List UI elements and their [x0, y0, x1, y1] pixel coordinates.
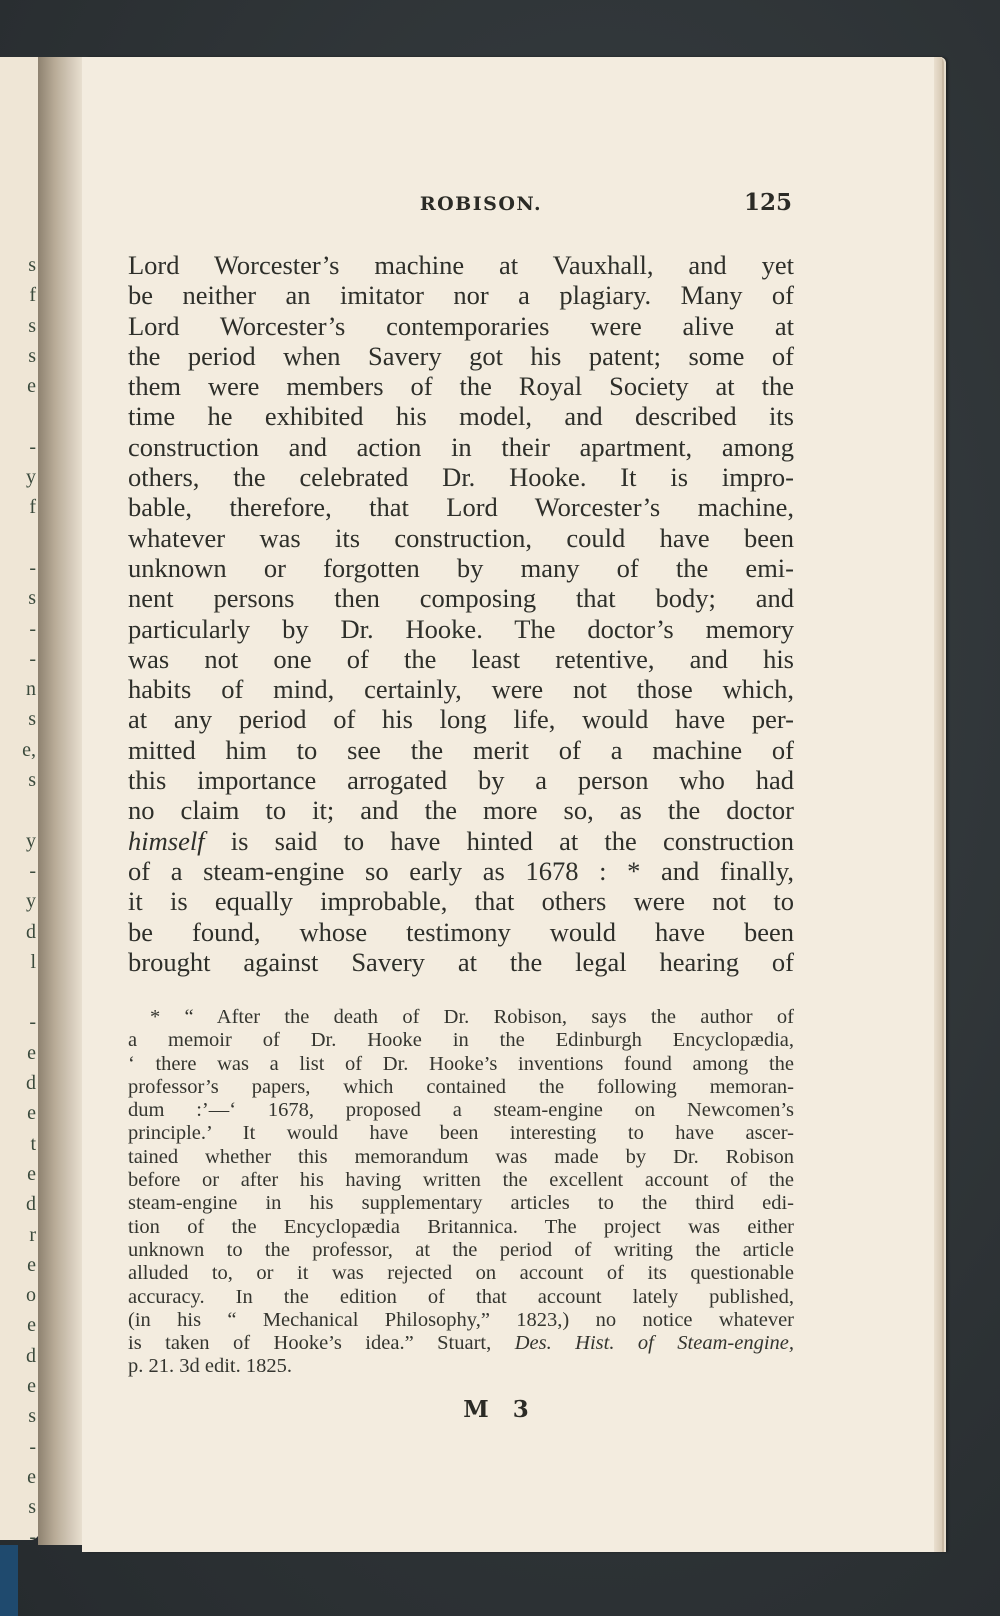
text-line: nent persons then composing that body; and — [128, 583, 794, 614]
margin-char: s — [28, 1405, 36, 1428]
margin-char: s — [28, 1496, 36, 1519]
margin-char: e — [27, 375, 36, 398]
margin-char: - — [29, 1526, 36, 1540]
footnote-line: ‘ there was a list of Dr. Hooke’s inventions found among the — [128, 1052, 794, 1075]
margin-char: s — [28, 254, 36, 276]
margin-char: s — [28, 708, 36, 731]
text-line: whatever was its construction, could have been — [128, 522, 794, 553]
margin-char: e — [27, 1253, 36, 1276]
text-line: construction and action in their apartment, among — [128, 431, 794, 462]
margin-char: e — [27, 1102, 36, 1125]
text-line: Lord Worcester’s machine at Vauxhall, and yet — [128, 250, 794, 280]
margin-char: f — [29, 284, 36, 307]
text-line: mitted him to see the merit of a machine of — [128, 734, 794, 765]
margin-char: s — [28, 344, 36, 367]
footnote-line: tained whether this memorandum was made by Dr. Robison — [128, 1145, 794, 1168]
text-line: this importance arrogated by a person who had — [128, 765, 794, 796]
margin-char: - — [29, 617, 36, 640]
margin-char: t — [30, 1132, 36, 1155]
footnote-line: alluded to, or it was rejected on account of its questionable — [128, 1262, 794, 1285]
page-number: 125 — [743, 189, 792, 216]
text-line-rest: is said to have hinted at the construction — [230, 825, 795, 856]
book-cover-edge — [0, 1545, 18, 1616]
margin-char — [10, 977, 36, 1007]
footnote-citation-line — [128, 1332, 794, 1355]
footnote-line: is taken of Hooke’s idea.” Stuart, — [128, 1332, 492, 1355]
footnote — [128, 1006, 794, 1379]
margin-char: - — [29, 435, 36, 458]
margin-char: - — [29, 1011, 36, 1034]
margin-char: - — [29, 556, 36, 579]
footnote-line: before or after his having written the excellent account of the — [128, 1169, 794, 1192]
margin-char: e — [27, 1314, 36, 1337]
margin-char: n — [26, 678, 36, 701]
margin-char: s — [28, 587, 36, 610]
margin-char: s — [28, 769, 36, 792]
margin-char: y — [26, 466, 36, 489]
footnote-line: (in his “ Mechanical Philosophy,” 1823,) no notice whatever — [128, 1308, 794, 1331]
footnote-line: steam-engine in his supplementary articles to the third edi- — [128, 1192, 794, 1215]
footnote-line: a memoir of Dr. Hooke in the Edinburgh Encyclopædia, — [128, 1029, 794, 1052]
page-fore-edge — [934, 57, 942, 1552]
margin-char: f — [29, 496, 36, 519]
signature-mark: M 3 — [463, 1396, 537, 1423]
margin-char: - — [29, 1435, 36, 1458]
text-line: be neither an imitator nor a plagiary. Many of — [128, 280, 794, 311]
margin-char: - — [29, 859, 36, 882]
margin-char: - — [29, 647, 36, 670]
text-line: time he exhibited his model, and described its — [128, 401, 794, 432]
margin-char: o — [26, 1284, 36, 1307]
text-line: brought against Savery at the legal hearing of — [128, 946, 794, 977]
margin-char — [10, 795, 36, 825]
margin-char: d — [26, 920, 36, 943]
text-line: of a steam-engine so early as 1678 : * and finally, — [128, 855, 794, 886]
footnote-line: professor’s papers, which contained the following memoran- — [128, 1075, 794, 1098]
left-page-edge — [0, 57, 40, 1540]
citation-title: Des. Hist. of Steam-engine, — [514, 1332, 795, 1355]
book-gutter — [38, 57, 86, 1545]
margin-char: e, — [22, 738, 36, 761]
footnote-line: dum :’—‘ 1678, proposed a steam-engine on Newcomen’s — [128, 1099, 794, 1122]
text-line-with-italic — [128, 826, 794, 856]
text-line: it is equally improbable, that others were not to — [128, 886, 794, 917]
margin-char: l — [30, 950, 36, 973]
text-line: habits of mind, certainly, were not those which, — [128, 674, 794, 705]
footnote-line: principle.’ It would have been interesting to have ascer- — [128, 1122, 794, 1145]
text-line: particularly by Dr. Hooke. The doctor’s memory — [128, 613, 794, 644]
left-page-margin-text — [10, 250, 36, 1540]
footnote-line: * “ After the death of Dr. Robison, says the author of — [150, 1006, 794, 1028]
margin-char — [10, 401, 36, 431]
margin-char: e — [27, 1041, 36, 1064]
margin-char: d — [26, 1193, 36, 1216]
text-line: Lord Worcester’s contemporaries were alive at — [128, 310, 794, 341]
text-line: them were members of the Royal Society at the — [128, 371, 794, 402]
margin-char: y — [26, 829, 36, 852]
margin-char: y — [26, 890, 36, 913]
text-line: be found, whose testimony would have been — [128, 916, 794, 947]
text-line: bable, therefore, that Lord Worcester’s machine, — [128, 492, 794, 523]
margin-char: s — [28, 314, 36, 337]
margin-char — [10, 523, 36, 553]
italic-word: himself — [128, 825, 205, 856]
text-line: unknown or forgotten by many of the emi- — [128, 552, 794, 583]
text-line: no claim to it; and the more so, as the doctor — [128, 795, 794, 826]
text-line: others, the celebrated Dr. Hooke. It is impro- — [128, 462, 794, 493]
text-line: at any period of his long life, would have per- — [128, 704, 794, 735]
footnote-last-line: p. 21. 3d edit. 1825. — [128, 1355, 292, 1378]
page-header — [130, 189, 792, 223]
margin-char: e — [27, 1465, 36, 1488]
text-line: the period when Savery got his patent; some of — [128, 340, 794, 371]
running-head: ROBISON. — [419, 193, 543, 215]
margin-char: e — [27, 1162, 36, 1185]
margin-char: r — [29, 1223, 36, 1246]
footnote-line: tion of the Encyclopædia Britannica. The project was either — [128, 1215, 794, 1238]
text-line: was not one of the least retentive, and his — [128, 643, 794, 674]
footnote-line: unknown to the professor, at the period of writing the article — [128, 1238, 794, 1261]
margin-char: d — [26, 1072, 36, 1095]
footnote-line: accuracy. In the edition of that account lately published, — [128, 1285, 794, 1308]
margin-char: d — [26, 1344, 36, 1367]
margin-char: e — [27, 1374, 36, 1397]
body-text — [128, 250, 794, 977]
